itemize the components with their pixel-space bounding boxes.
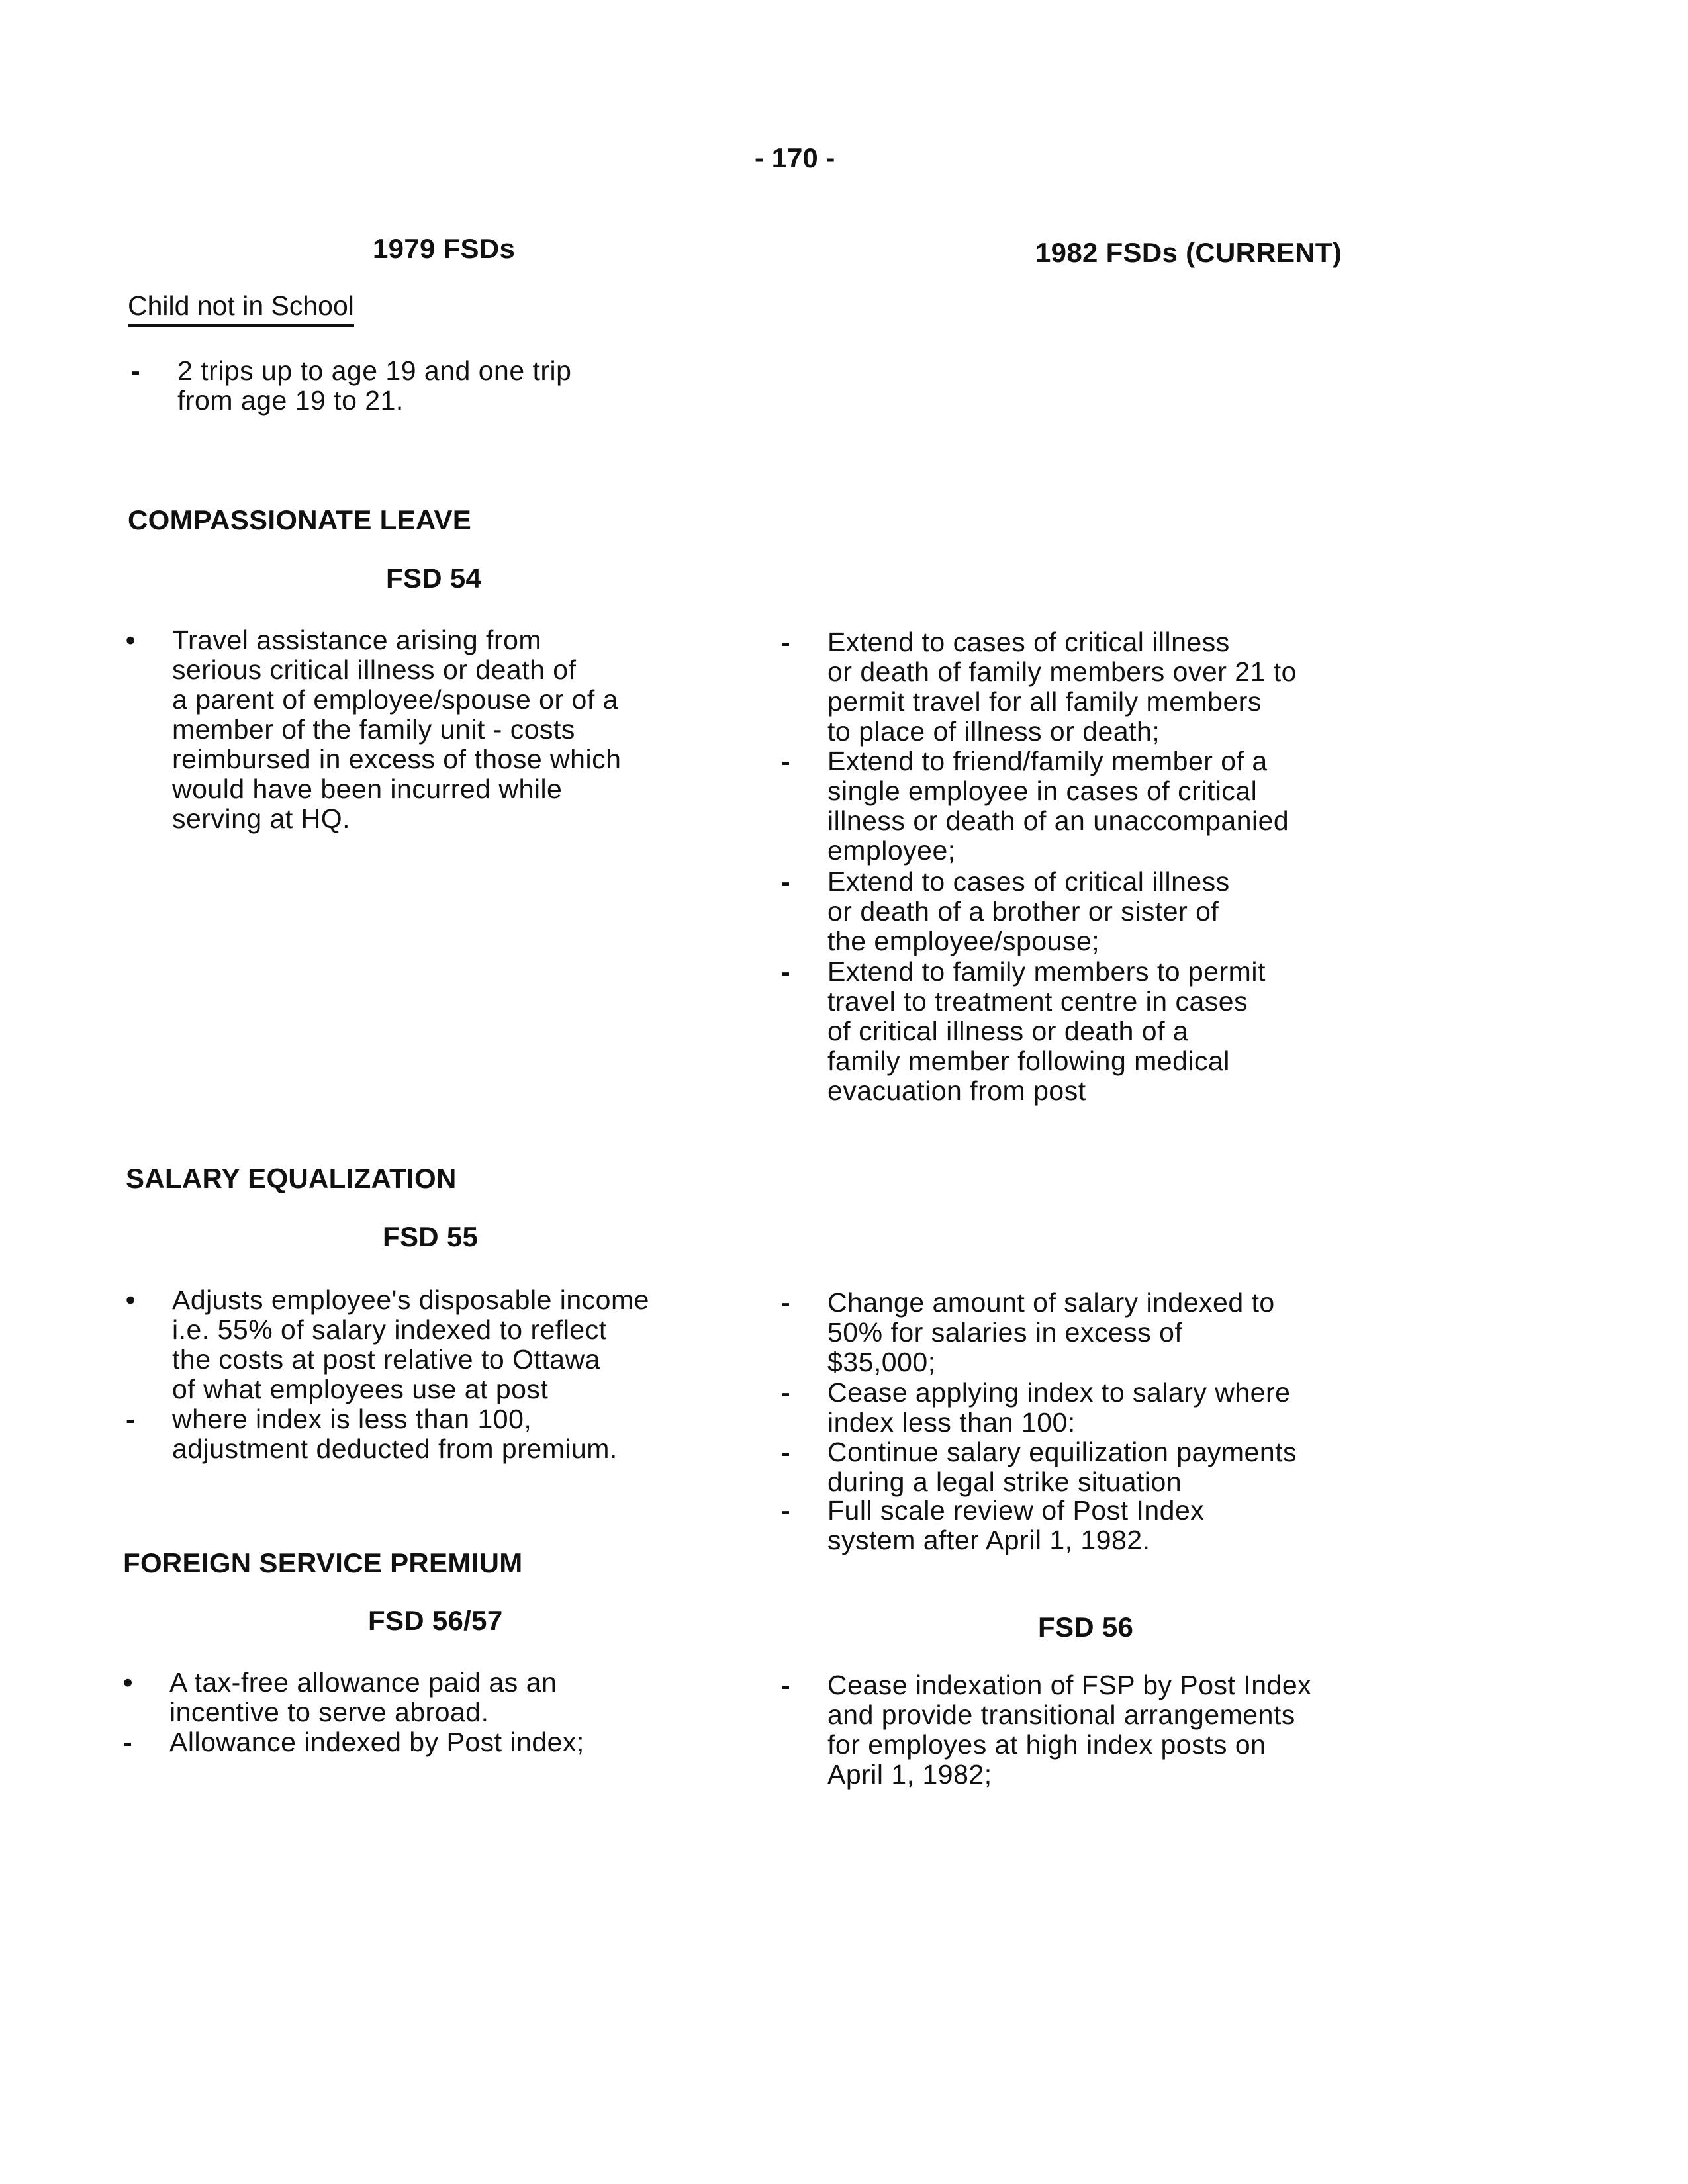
dash-marker: - bbox=[781, 1495, 790, 1525]
list-item-text: Continue salary equilization payments during a legal strike situation bbox=[827, 1437, 1297, 1497]
bullet-marker: - bbox=[131, 355, 140, 386]
child-not-in-school-heading: Child not in School bbox=[128, 290, 354, 327]
list-item-text: Extend to cases of critical illness or death of family members over 21 to permit travel for all family members to place of illness or death; bbox=[827, 627, 1297, 747]
list-item bbox=[126, 625, 761, 834]
dash-marker: - bbox=[781, 866, 790, 897]
dash-marker: - bbox=[781, 956, 790, 987]
list-item-text: A tax-free allowance paid as an incentive to serve abroad. bbox=[169, 1667, 557, 1727]
list-item-text: Travel assistance arising from serious critical illness or death of a parent of employee/spouse or of a member of the family unit - costs reimbursed in excess of those which would have been incurred while serving at HQ. bbox=[172, 625, 622, 834]
list-item bbox=[131, 356, 767, 416]
foreign-service-premium-heading: FOREIGN SERVICE PREMIUM bbox=[123, 1547, 523, 1578]
fsd-55-label: FSD 55 bbox=[383, 1221, 479, 1252]
list-item-text: Extend to family members to permit travel to treatment centre in cases of critical illness or death of a family member following medical evacuation from post bbox=[827, 956, 1266, 1106]
dash-marker: - bbox=[781, 1287, 790, 1318]
list-item-text: Change amount of salary indexed to 50% for salaries in excess of $35,000; bbox=[827, 1287, 1275, 1377]
list-item bbox=[781, 747, 1443, 866]
dash-marker: - bbox=[781, 1670, 790, 1700]
list-item-text: Adjusts employee's disposable income i.e. 55% of salary indexed to reflect the costs at post relative to Ottawa of what employees use at post bbox=[172, 1285, 649, 1404]
list-item-text: Cease indexation of FSP by Post Index and provide transitional arrangements for employes at high index posts on April 1, 1982; bbox=[827, 1670, 1312, 1790]
bullet-marker: • bbox=[126, 625, 136, 655]
salary-equalization-heading: SALARY EQUALIZATION bbox=[126, 1163, 457, 1194]
dash-marker: - bbox=[781, 746, 790, 776]
fsd-56-57-label: FSD 56/57 bbox=[368, 1605, 503, 1636]
list-item bbox=[126, 1285, 761, 1404]
left-column-heading: 1979 FSDs bbox=[373, 233, 516, 264]
list-item bbox=[123, 1727, 759, 1757]
list-item bbox=[781, 1670, 1443, 1790]
list-item bbox=[123, 1668, 759, 1727]
fsd-56-label: FSD 56 bbox=[1038, 1612, 1134, 1643]
dash-marker: - bbox=[126, 1404, 135, 1434]
list-item bbox=[781, 957, 1443, 1106]
list-item bbox=[781, 1437, 1443, 1497]
dash-marker: - bbox=[781, 1437, 790, 1467]
compassionate-leave-heading: COMPASSIONATE LEAVE bbox=[128, 504, 472, 535]
right-column-heading: 1982 FSDs (CURRENT) bbox=[1035, 237, 1342, 268]
dash-marker: - bbox=[781, 627, 790, 657]
list-item bbox=[781, 867, 1443, 956]
list-item-text: Extend to cases of critical illness or death of a brother or sister of the employee/spouse; bbox=[827, 866, 1230, 956]
list-item bbox=[781, 627, 1443, 747]
list-item-text: Cease applying index to salary where index less than 100: bbox=[827, 1377, 1291, 1437]
fsd-54-label: FSD 54 bbox=[386, 563, 482, 594]
list-item bbox=[781, 1496, 1443, 1555]
list-item-text: Extend to friend/family member of a single employee in cases of critical illness or death of an unaccompanied employee; bbox=[827, 746, 1289, 866]
list-item bbox=[781, 1378, 1443, 1437]
list-item bbox=[126, 1404, 761, 1464]
bullet-marker: • bbox=[123, 1667, 133, 1698]
list-item-text: Full scale review of Post Index system after April 1, 1982. bbox=[827, 1495, 1205, 1555]
bullet-marker: • bbox=[126, 1285, 136, 1315]
list-item-text: where index is less than 100, adjustment deducted from premium. bbox=[172, 1404, 618, 1464]
list-item-text: 2 trips up to age 19 and one trip from age 19 to 21. bbox=[177, 355, 572, 416]
list-item bbox=[781, 1288, 1443, 1377]
list-item-text: Allowance indexed by Post index; bbox=[169, 1727, 585, 1757]
dash-marker: - bbox=[123, 1727, 132, 1757]
page-number: - 170 - bbox=[755, 142, 835, 173]
dash-marker: - bbox=[781, 1377, 790, 1408]
